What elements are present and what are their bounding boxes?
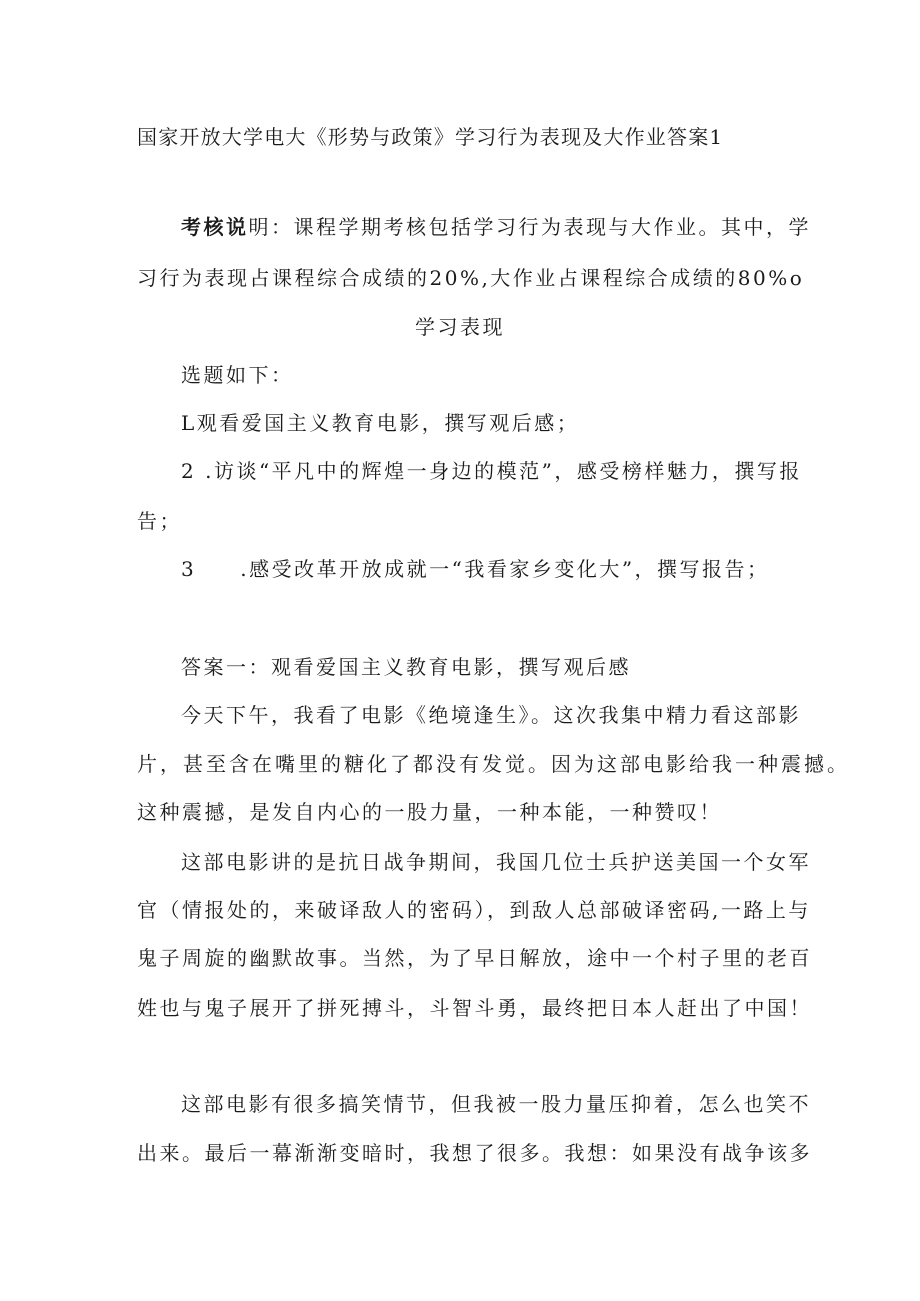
- paragraph-3-line-1: 这部电影有很多搞笑情节，但我被一股力量压抑着，怎么也笑不: [181, 1092, 811, 1116]
- topic-item-3-number: 3: [181, 557, 197, 581]
- paragraph-2-line-1: 这部电影讲的是抗日战争期间，我国几位士兵护送美国一个女军: [181, 850, 811, 874]
- document-title: 国家开放大学电大《形势与政策》学习行为表现及大作业答案1: [137, 125, 724, 149]
- assessment-label: 考核说: [181, 215, 249, 239]
- section-heading: 学习表现: [415, 315, 505, 339]
- topic-item-1: L观看爱国主义教育电影，撰写观后感；: [181, 411, 580, 435]
- topic-item-3: [181, 555, 801, 583]
- paragraph-3-line-2: 出来。最后一幕渐渐变暗时，我想了很多。我想：如果没有战争该多: [137, 1141, 812, 1165]
- topic-item-2-line-1: 2 .访谈“平凡中的辉煌一身边的模范”，感受榜样魅力，撰写报: [181, 459, 802, 483]
- paragraph-1-line-2: 片，甚至含在嘴里的糖化了都没有发觉。因为这部电影给我一种震撼。: [137, 752, 850, 776]
- paragraph-1-line-3: 这种震撼，是发自内心的一股力量，一种本能，一种赞叹！: [137, 800, 722, 824]
- assessment-text: 明：课程学期考核包括学习行为表现与大作业。其中，学: [248, 215, 811, 239]
- assessment-line-1: [181, 213, 811, 241]
- paragraph-2-line-3: 鬼子周旋的幽默故事。当然，为了早日解放，途中一个村子里的老百: [137, 946, 812, 970]
- paragraph-2-line-2: 官（情报处的，来破译敌人的密码），到敌人总部破译密码,一路上与: [137, 898, 811, 922]
- paragraph-1-line-1: 今天下午，我看了电影《绝境逢生》。这次我集中精力看这部影: [181, 703, 801, 727]
- paragraph-2-line-4: 姓也与鬼子展开了拼死搏斗，斗智斗勇，最终把日本人赶出了中国！: [137, 996, 812, 1020]
- topic-item-2-line-2: 告；: [137, 509, 182, 533]
- topics-intro: 选题如下：: [181, 363, 294, 387]
- topic-item-3-text: .感受改革开放成就一“我看家乡变化大”，撰写报告；: [240, 557, 770, 581]
- assessment-line-2: 习行为表现占课程综合成绩的20%,大作业占课程综合成绩的80%o: [137, 266, 805, 290]
- answer-1-heading: 答案一：观看爱国主义教育电影，撰写观后感: [181, 655, 631, 679]
